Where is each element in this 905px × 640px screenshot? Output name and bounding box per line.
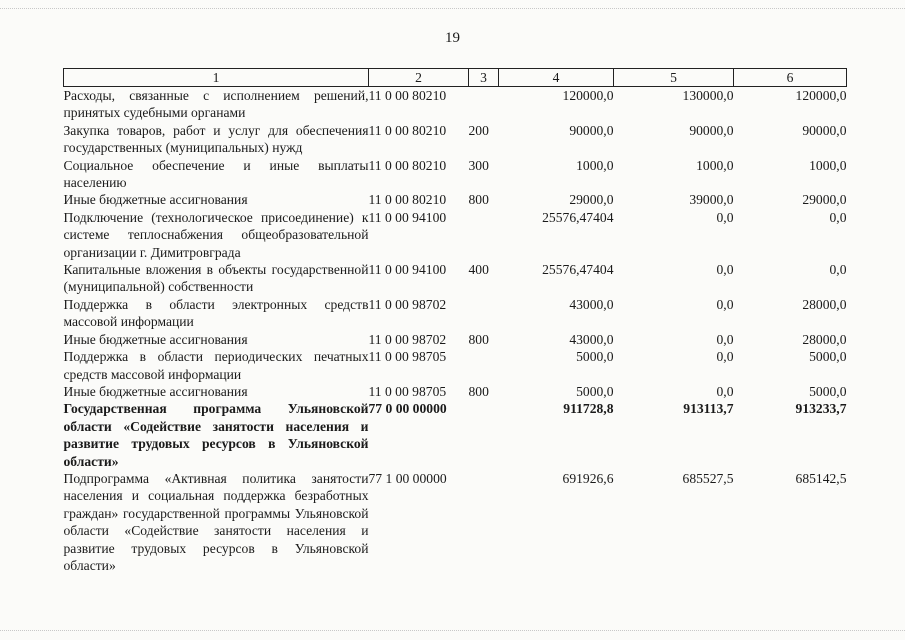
row-name: Социальное обеспечение и иные выплаты населению: [63, 157, 369, 191]
table-row: [64, 209, 847, 261]
row-name: Иные бюджетные ассигнования: [63, 192, 248, 208]
table-row: [64, 400, 847, 470]
table-row: [64, 261, 847, 296]
page-number: 19: [445, 30, 460, 46]
row-value-col6: 5000,0: [809, 383, 847, 399]
row-code: 11 0 00 98705: [368, 383, 447, 399]
table-body: [64, 87, 847, 575]
row-type: 800: [468, 383, 489, 399]
row-value-col4: 43000,0: [569, 296, 614, 312]
row-value-col5: 90000,0: [689, 122, 734, 138]
row-type: [469, 348, 499, 383]
row-code: 11 0 00 98702: [368, 296, 447, 312]
table-row: [64, 296, 847, 331]
row-value-col4: 5000,0: [576, 383, 614, 399]
row-name: Поддержка в области периодических печатных средств массовой информации: [63, 349, 369, 382]
row-value-col4: 90000,0: [569, 122, 614, 138]
row-value-col5: 0,0: [716, 262, 734, 278]
row-value-col6: 0,0: [829, 209, 847, 225]
row-value-col4: 120000,0: [562, 88, 614, 103]
row-value-col6: 120000,0: [795, 88, 847, 103]
row-name: Иные бюджетные ассигнования: [63, 331, 248, 347]
row-name: Закупка товаров, работ и услуг для обеспечения государственных (муниципальных) нужд: [63, 122, 369, 156]
row-type: 400: [468, 262, 489, 278]
table-row: [64, 87, 847, 122]
row-name: Государственная программа Ульяновской области «Содействие занятости населения и развитие трудовых ресурсов в Ульяновской области»: [63, 401, 369, 469]
row-value-col5: 39000,0: [689, 192, 734, 208]
table-row: [64, 383, 847, 400]
row-type: [469, 209, 499, 261]
row-name: Расходы, связанные с исполнением решений, принятых судебными органами: [63, 88, 369, 121]
header-col-2: 2: [369, 69, 469, 87]
header-col-4: 4: [499, 69, 614, 87]
row-value-col6: 0,0: [829, 262, 847, 278]
header-col-3: 3: [469, 69, 499, 87]
row-value-col6: 28000,0: [802, 331, 847, 347]
table-row: [64, 191, 847, 208]
row-code: 11 0 00 80210: [368, 192, 447, 208]
row-value-col4: 43000,0: [569, 331, 614, 347]
table-header: [64, 69, 847, 87]
row-value-col4: 5000,0: [576, 349, 614, 365]
row-type: 800: [468, 192, 489, 208]
scan-edge-top: [0, 8, 905, 10]
row-value-col6: 913233,7: [795, 401, 847, 417]
header-col-1: 1: [64, 69, 369, 87]
header-col-6: 6: [734, 69, 847, 87]
row-type: [469, 87, 499, 122]
row-code: 11 0 00 98702: [368, 331, 447, 347]
row-name: Подключение (технологическое присоединение) к системе теплоснабжения общеобразовательной организации г. Димитровграда: [63, 209, 369, 260]
row-value-col4: 691926,6: [562, 470, 614, 486]
row-value-col5: 913113,7: [683, 401, 734, 417]
row-value-col5: 0,0: [716, 349, 734, 365]
row-value-col4: 25576,47404: [542, 209, 614, 225]
row-value-col6: 28000,0: [802, 296, 847, 312]
row-value-col6: 90000,0: [802, 122, 847, 138]
row-value-col5: 0,0: [716, 331, 734, 347]
row-code: 11 0 00 98705: [368, 349, 447, 365]
row-value-col4: 1000,0: [576, 157, 614, 173]
row-value-col6: 29000,0: [802, 192, 847, 208]
header-col-5: 5: [614, 69, 734, 87]
row-value-col4: 29000,0: [569, 192, 614, 208]
row-code: 77 0 00 00000: [368, 401, 447, 417]
row-type: [469, 470, 499, 574]
row-name: Капитальные вложения в объекты государственной (муниципальной) собственности: [63, 262, 369, 295]
table-row: [64, 470, 847, 574]
row-value-col5: 0,0: [716, 296, 734, 312]
scan-edge-bottom: [0, 630, 905, 632]
row-value-col5: 0,0: [716, 383, 734, 399]
table-row: [64, 331, 847, 348]
row-type: [469, 296, 499, 331]
row-code: 77 1 00 00000: [368, 470, 447, 486]
row-value-col4: 25576,47404: [542, 262, 614, 278]
row-name: Поддержка в области электронных средств массовой информации: [63, 296, 369, 330]
budget-table: [63, 68, 847, 574]
row-value-col6: 685142,5: [795, 470, 847, 486]
row-type: [469, 400, 499, 470]
row-code: 11 0 00 80210: [368, 157, 447, 173]
row-code: 11 0 00 94100: [368, 262, 447, 278]
row-name: Подпрограмма «Активная политика занятости населения и социальная поддержка безработных граждан» государственной программы Ульяновской области «Содействие занятости населения и развитие трудовых ресурсов в Ульяновской области»: [63, 470, 369, 573]
row-code: 11 0 00 80210: [368, 88, 447, 103]
row-code: 11 0 00 94100: [368, 209, 447, 225]
row-code: 11 0 00 80210: [368, 122, 447, 138]
header-row: [64, 69, 847, 87]
row-name: Иные бюджетные ассигнования: [63, 383, 248, 399]
row-value-col5: 130000,0: [682, 88, 734, 103]
row-value-col5: 0,0: [716, 209, 734, 225]
row-value-col6: 5000,0: [809, 349, 847, 365]
row-type: 200: [468, 122, 489, 138]
table-row: [64, 348, 847, 383]
row-value-col4: 911728,8: [563, 401, 614, 417]
row-type: 300: [468, 157, 489, 173]
table-row: [64, 157, 847, 192]
table-row: [64, 122, 847, 157]
row-value-col5: 685527,5: [682, 470, 734, 486]
row-value-col6: 1000,0: [809, 157, 847, 173]
row-value-col5: 1000,0: [696, 157, 734, 173]
row-type: 800: [468, 331, 489, 347]
